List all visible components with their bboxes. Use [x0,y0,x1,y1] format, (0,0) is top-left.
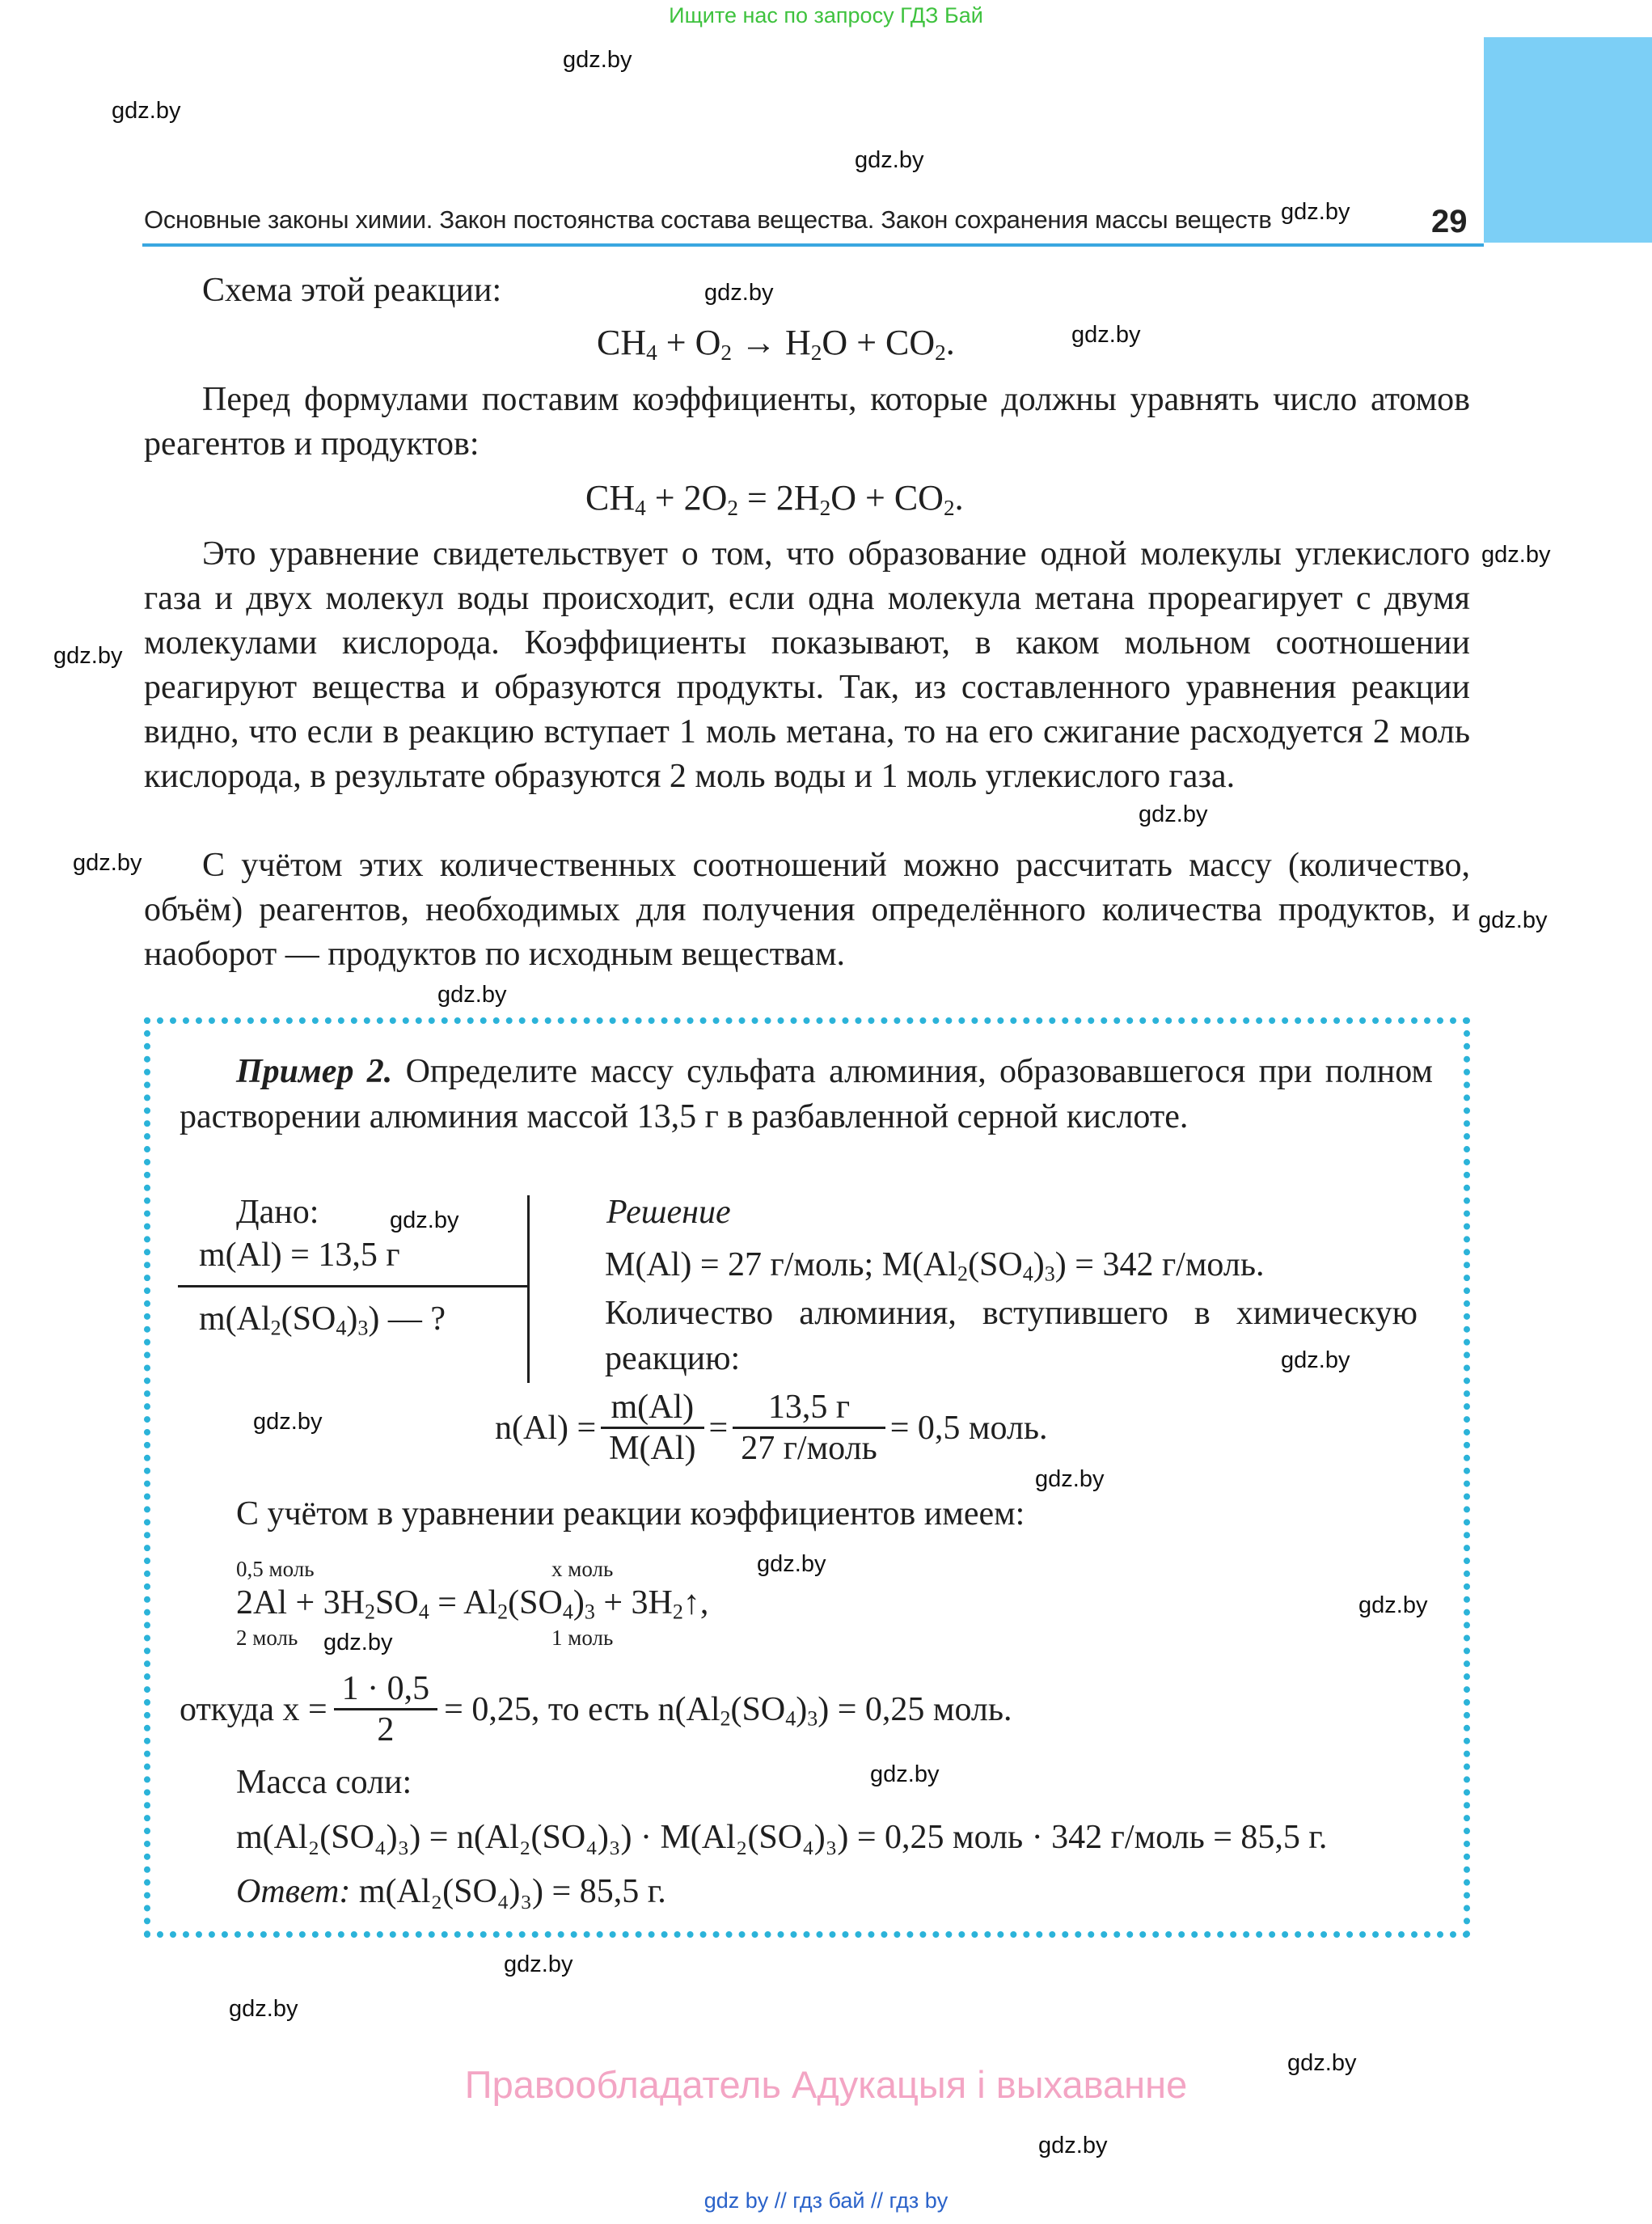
amount-formula: n(Al) = $\frac{m(Al)}{M(Al)}$ = $\frac{13,5 г}{\text{27 г/моль}}$ = 0,5 моль. [495,1389,1048,1467]
copyright-owner: Правообладатель Адукацыя і выхаванне [464,2063,1188,2106]
watermark: gdz.by [1281,199,1350,225]
coefficients-text: С учётом в уравнении реакции коэффициентов имеем: [236,1495,1025,1533]
paragraph-coefficients: Перед формулами поставим коэффициенты, которые должны уравнять число атомов реагентов и продуктов: [144,381,1470,463]
solution-label: Решение [606,1194,731,1231]
whence-equation: откуда x = $\frac{1 \cdot 0,5}{2}$ = 0,25, то есть $n(Al_2(SO_4)_3) = 0,25$ моль. [180,1670,1012,1748]
watermark: gdz.by [757,1551,826,1577]
scheme-label: Схема этой реакции: [202,272,502,309]
given-label: Дано: [236,1194,319,1231]
amount-text: Количество алюминия, вступившего в химическую реакцию: [605,1295,1418,1377]
watermark: gdz.by [704,280,774,306]
watermark: gdz.by [1281,1347,1350,1373]
paragraph-quantitative: С учётом этих количественных соотношений можно рассчитать массу (количество, объём) реагентов, необходимых для получения определённого количества продуктов, и наоборот — продуктов по исходным веществам. [144,847,1470,973]
find-value: $m(Al_2(SO_4)_3)$ — ? [199,1300,446,1340]
watermark: gdz.by [1287,2050,1357,2076]
watermark: gdz.by [563,47,632,73]
given-value: m(Al) = 13,5 г [199,1237,400,1274]
answer: Ответ: m(Al₂(SO₄)₃) = 85,5 г. [236,1873,666,1910]
balanced-equation: $CH_4 + 2O_2 = 2H_2O + CO_2$. [585,478,964,520]
watermark: gdz.by [253,1409,323,1435]
mol-below-product: 1 моль [551,1626,614,1650]
given-divider [178,1285,527,1287]
watermark: gdz.by [323,1630,393,1655]
watermark: gdz.by [73,850,142,876]
watermark: gdz.by [870,1761,940,1787]
mol-below-al: 2 моль [236,1626,298,1650]
mol-above-product: x моль [551,1557,614,1581]
page-corner-tab [1484,37,1652,243]
watermark: gdz.by [1358,1592,1428,1618]
watermark: gdz.by [437,982,507,1008]
watermark: gdz.by [1038,2133,1108,2158]
mol-above-al: 0,5 моль [236,1557,315,1581]
top-banner[interactable]: Ищите нас по запросу ГДЗ Бай [669,3,983,27]
reaction-equation: $2Al + 3H_2SO_4 = Al_2(SO_4)_3$ + $3H_2↑$, [236,1584,709,1624]
watermark: gdz.by [1478,907,1548,933]
watermark: gdz.by [504,1951,573,1977]
bottom-links[interactable]: gdz by // гдз бай // гдз by [703,2188,949,2213]
mass-equation: m(Al₂(SO₄)₃) = n(Al₂(SO₄)₃) · M(Al₂(SO₄)₃) = 0,25 моль · 342 г/моль = 85,5 г. [236,1819,1328,1856]
example-title: Пример 2. [236,1053,393,1090]
page-number: 29 [1431,204,1468,239]
watermark: gdz.by [53,643,123,669]
watermark: gdz.by [1139,801,1208,827]
watermark: gdz.by [1481,542,1551,568]
watermark: gdz.by [112,98,181,124]
salt-label: Масса соли: [236,1764,412,1801]
given-vertical-rule [527,1195,530,1383]
watermark: gdz.by [1035,1466,1105,1492]
paragraph-equation-meaning: Это уравнение свидетельствует о том, что образование одной молекулы углекислого газа и двух молекул воды происходит, если одна молекула метана прореагирует с двумя молекулами кислорода. Коэффициенты показывают, в каком мольном соотношении реагируют вещества и образуются продукты. Так, из составленного уравнения реакции видно, что если в реакцию вступает 1 моль метана, то на его сжигание расходуется 2 моль кислорода, в результате образуются 2 моль воды и 1 моль углекислого газа. [144,535,1470,795]
scheme-equation: $CH_4 + O_2 \to H_2O + CO_2$. [597,323,955,365]
watermark: gdz.by [1071,322,1141,348]
running-title: Основные законы химии. Закон постоянства состава вещества. Закон сохранения массы веществ [144,205,1272,234]
watermark: gdz.by [229,1996,298,2022]
molar-masses: M(Al) = 27 г/моль; $M(Al_2(SO_4)_3) = 342$ г/моль. [605,1246,1265,1286]
header-rule [142,243,1484,247]
example-task: Пример 2. Определите массу сульфата алюминия, образовавшегося при полном растворении алюминия массой 13,5 г в разбавленной серной кислоте. [180,1053,1433,1135]
watermark: gdz.by [390,1207,459,1233]
watermark: gdz.by [855,147,924,173]
